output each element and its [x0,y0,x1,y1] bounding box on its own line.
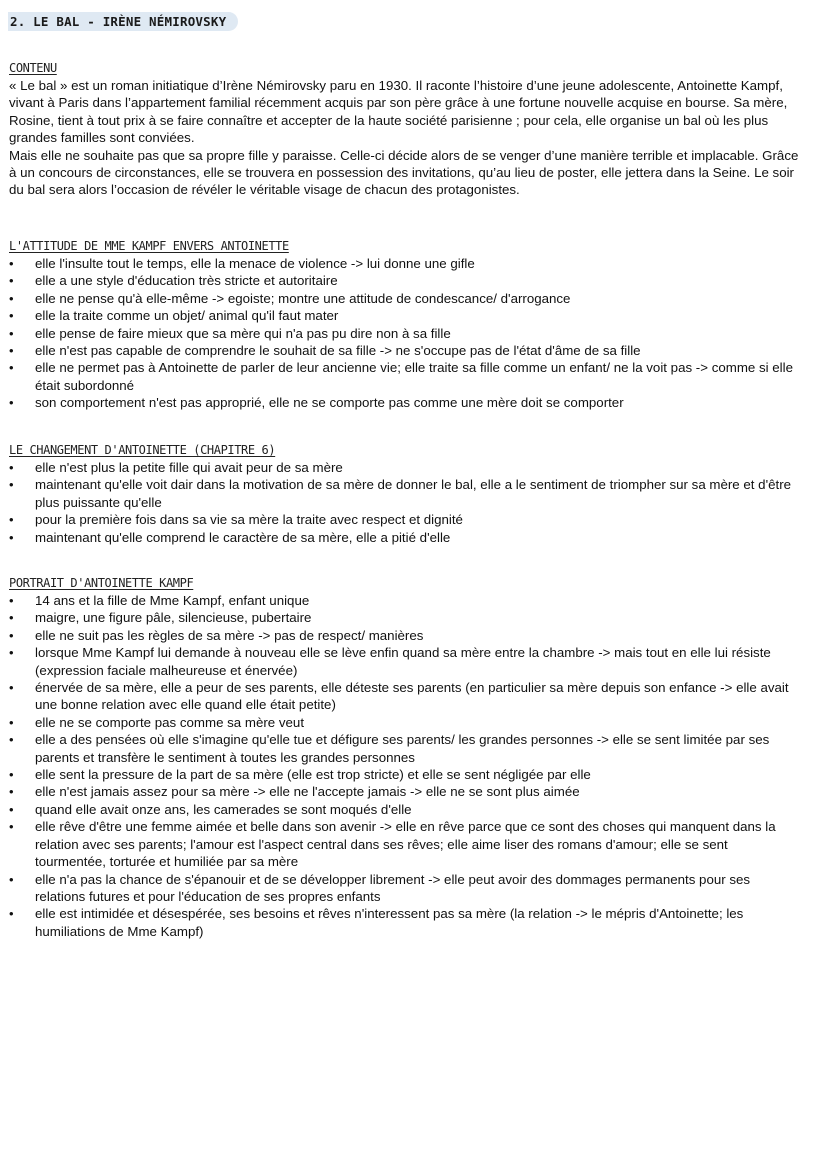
list-item: • elle la traite comme un objet/ animal qu'il faut mater [9,307,799,324]
list-item: • elle ne permet pas à Antoinette de parler de leur ancienne vie; elle traite sa fille comme un enfant/ ne la voit pas -> comme si elle était subordonné [9,359,799,394]
page-title: 2. LE BAL - IRÈNE NÉMIROVSKY [8,12,238,31]
section-portrait [9,575,799,940]
contenu-paragraph: Mais elle ne souhaite pas que sa propre fille y paraisse. Celle-ci décide alors de se venger d’une manière terrible et implacable. Grâce à un concours de circonstances, elle se trouvera en possession des invitations, qu’au lieu de poster, elle jettera dans la Seine. Le soir du bal sera alors l’occasion de révéler le véritable visage de chacun des protagonistes. [9,147,799,198]
list-item: • elle rêve d'être une femme aimée et belle dans son avenir -> elle en rêve parce que ce sont des choses qui manquent dans la relation avec ses parents; l'amour est l'aspect central dans ses rêves; elle aime liser des romans d'amour; elle se sent tourmentée, torturée et humiliée par sa mère [9,818,799,870]
list-item: • maintenant qu'elle comprend le caractère de sa mère, elle a pitié d'elle [9,529,799,546]
list-item: • elle a des pensées où elle s'imagine qu'elle tue et défigure ses parents/ les grandes personnes -> elle se sent limitée par ses parents et transfère le sentiment à toutes les grandes personnes [9,731,799,766]
list-item: • quand elle avait onze ans, les camerades se sont moqués d'elle [9,801,799,818]
contenu-paragraph: « Le bal » est un roman initiatique d’Irène Némirovsky paru en 1930. Il raconte l’histoire d’une jeune adolescente, Antoinette Kampf, vivant à Paris dans l’appartement familial récemment acquis par son père grâce à une fortune nouvelle acquise en bourse. Sa mère, Rosine, tient à tout prix à se faire connaître et accepter de la haute société parisienne ; pour cela, elle organise un bal où les plus grandes familles sont conviées. [9,78,788,146]
list-item: • elle sent la pressure de la part de sa mère (elle est trop stricte) et elle se sent négligée par elle [9,766,799,783]
list-item: • elle l'insulte tout le temps, elle la menace de violence -> lui donne une gifle [9,255,799,272]
list-item: • elle n'a pas la chance de s'épanouir et de se développer librement -> elle peut avoir des dommages permanents pour ses relations futures et pour l'éducation de ses propres enfants [9,871,799,906]
list-item: • elle ne se comporte pas comme sa mère veut [9,714,799,731]
list-item: • maigre, une figure pâle, silencieuse, pubertaire [9,609,799,626]
list-item: • elle n'est plus la petite fille qui avait peur de sa mère [9,459,799,476]
section-heading-changement: LE CHANGEMENT D'ANTOINETTE (CHAPITRE 6) [9,443,276,457]
title-banner [8,12,238,31]
list-item: • elle ne suit pas les règles de sa mère -> pas de respect/ manières [9,627,799,644]
list-item: • elle n'est pas capable de comprendre le souhait de sa fille -> ne s'occupe pas de l'état d'âme de sa fille [9,342,799,359]
list-item: • son comportement n'est pas approprié, elle ne se comporte pas comme une mère doit se comporter [9,394,799,411]
list-item: • elle n'est jamais assez pour sa mère -> elle ne l'accepte jamais -> elle ne se sont plus aimée [9,783,799,800]
list-item: • lorsque Mme Kampf lui demande à nouveau elle se lève enfin quand sa mère entre la chambre -> mais tout en elle lui résiste (expression faciale malheureuse et énervée) [9,644,799,679]
list-item: • elle ne pense qu'à elle-même -> egoiste; montre une attitude de condescance/ d'arrogance [9,290,799,307]
list-item: • elle est intimidée et désespérée, ses besoins et rêves n'interessent pas sa mère (la relation -> le mépris d'Antoinette; les humiliations de Mme Kampf) [9,905,799,940]
list-item: • pour la première fois dans sa vie sa mère la traite avec respect et dignité [9,511,799,528]
list-item: • maintenant qu'elle voit dair dans la motivation de sa mère de donner le bal, elle a le sentiment de triompher sur sa mère et d'être plus puissante qu'elle [9,476,799,511]
section-heading-attitude: L'ATTITUDE DE MME KAMPF ENVERS ANTOINETTE [9,239,289,253]
list-item: • 14 ans et la fille de Mme Kampf, enfant unique [9,592,799,609]
section-contenu [9,60,799,199]
portrait-list [9,592,799,940]
changement-list [9,459,799,546]
contenu-paragraphs [9,77,799,199]
section-changement [9,442,799,546]
list-item: • énervée de sa mère, elle a peur de ses parents, elle déteste ses parents (en particulier sa mère depuis son enfance -> elle avait une bonne relation avec elle quand elle était petite) [9,679,799,714]
list-item: • elle a une style d'éducation très stricte et autoritaire [9,272,799,289]
section-attitude [9,238,799,412]
section-heading-portrait: PORTRAIT D'ANTOINETTE KAMPF [9,576,194,590]
list-item: • elle pense de faire mieux que sa mère qui n'a pas pu dire non à sa fille [9,325,799,342]
section-heading-contenu: CONTENU [9,61,57,75]
attitude-list [9,255,799,412]
